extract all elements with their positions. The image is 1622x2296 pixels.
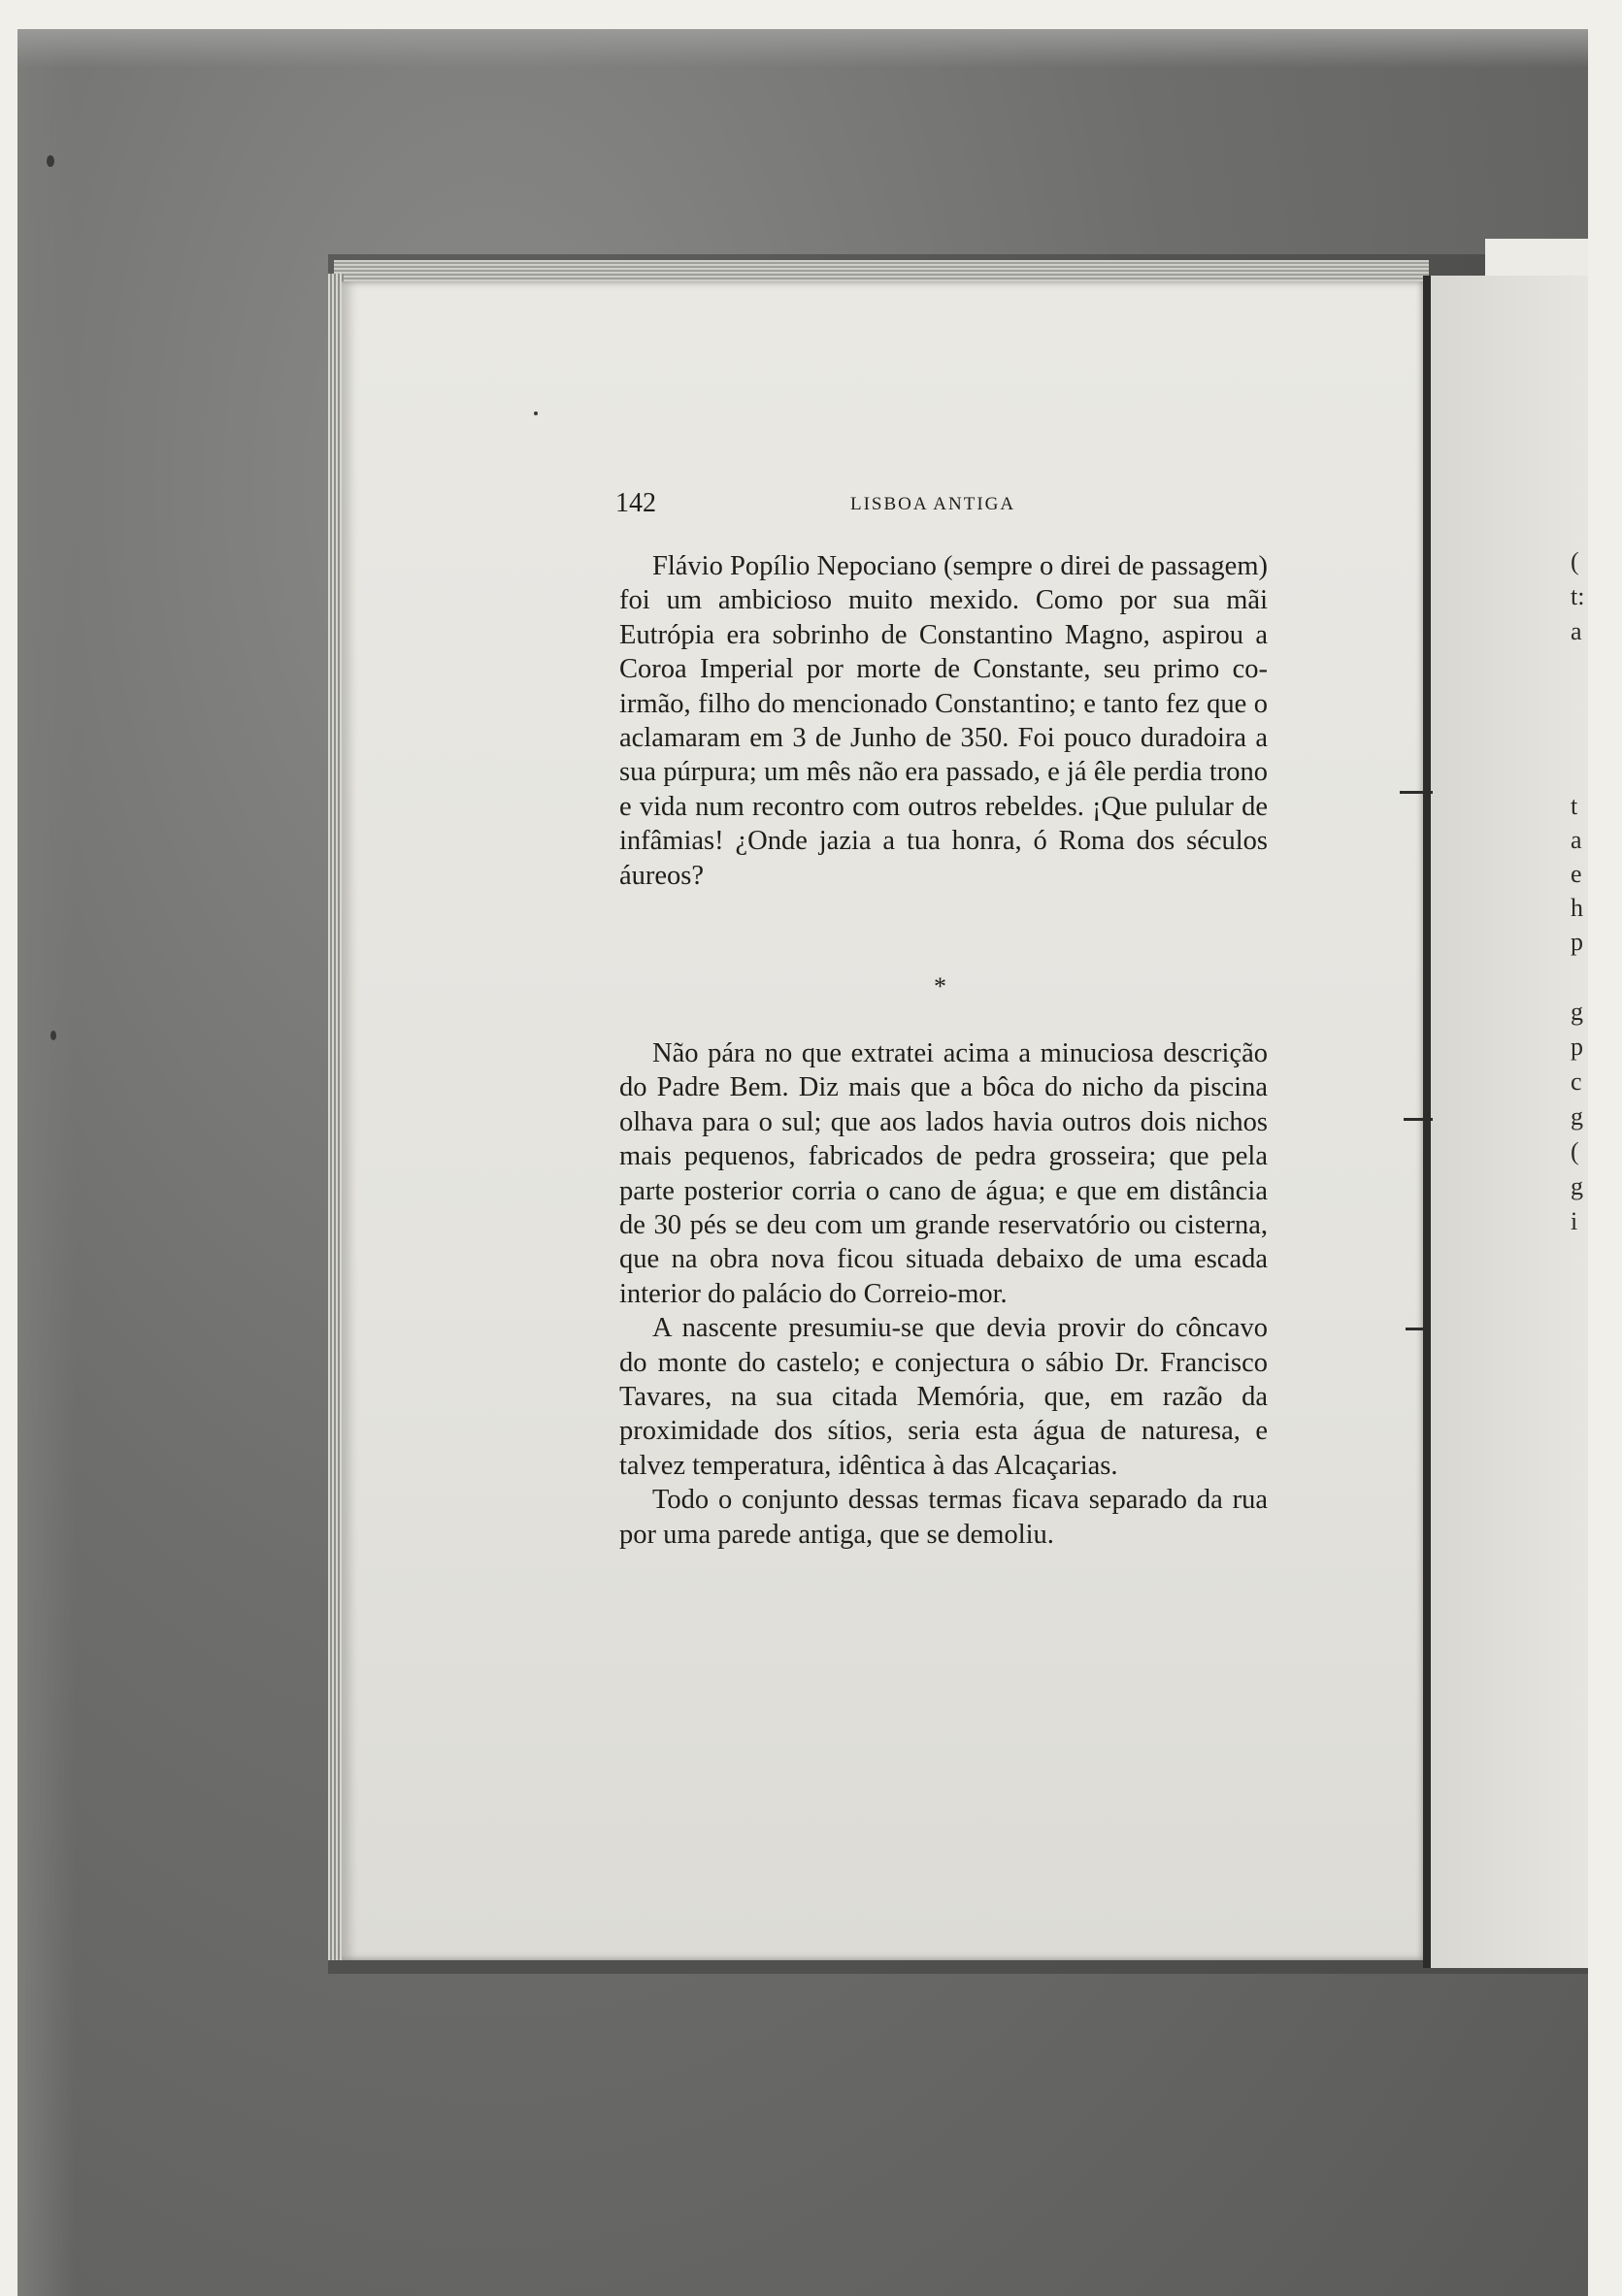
text-block-top <box>619 549 1268 893</box>
gutter-mark <box>1400 791 1433 794</box>
facing-page-letter: ( <box>1571 547 1579 575</box>
facing-page-letter: h <box>1571 894 1583 922</box>
facing-page-letter: a <box>1571 617 1582 645</box>
film-speck <box>50 1031 56 1040</box>
paragraph: Todo o conjunto dessas termas ficava separado da rua por uma parede antiga, que se demoliu. <box>619 1485 1268 1550</box>
facing-page-letter: p <box>1571 928 1583 956</box>
facing-page-letter: t <box>1571 792 1578 820</box>
paragraph: Não pára no que extratei acima a minuciosa descrição do Padre Bem. Diz mais que a bôca do nicho da piscina olhava para o sul; que aos lados havia outros dois nichos mais pequenos, fabricados de pedra grosseira; que pela parte posterior corria o cano de água; e que em distância de 30 pés se deu com um grande reservatório ou cisterna, que na obra nova ficou situada debaixo de uma escada interior do palácio do Correio-mor. <box>619 1038 1268 1309</box>
facing-page-letter: a <box>1571 826 1582 854</box>
text-block-bottom <box>619 1036 1268 1552</box>
film-speck <box>534 411 538 415</box>
facing-page-letter: t: <box>1571 582 1585 610</box>
facing-page <box>1431 276 1588 1968</box>
facing-page-letter: p <box>1571 1033 1583 1061</box>
facing-page-letter: i <box>1571 1207 1578 1235</box>
page-number: 142 <box>615 488 656 518</box>
facing-page-letter: e <box>1571 860 1582 888</box>
film-speck <box>47 155 54 167</box>
facing-page-letter: g <box>1571 1102 1583 1131</box>
section-separator: * <box>934 972 946 1000</box>
paragraph: A nascente presumiu-se que devia provir do côncavo do monte do castelo; e conjectura o sábio Dr. Francisco Tavares, na sua citada Memória, que, em razão da proximidade dos sítios, seria esta água de naturesa, e talvez temperatura, idêntica à das Alcaçarias. <box>619 1313 1268 1481</box>
paragraph: Flávio Popílio Nepociano (sempre o direi de passagem) foi um ambicioso muito mexido. Como por sua mãi Eutrópia era sobrinho de Constantino Magno, aspirou a Coroa Imperial por morte de Constante, seu primo co-irmão, filho do mencionado Constantino; e tanto fez que o aclamaram em 3 de Junho de 350. Foi pouco duradoira a sua púrpura; um mês não era passado, e já êle perdia trono e vida num recontro com outros rebeldes. ¡Que pulular de infâmias! ¿Onde jazia a tua honra, ó Roma dos séculos áureos? <box>619 551 1268 891</box>
gutter-mark <box>1404 1118 1433 1121</box>
facing-page-letter: g <box>1571 998 1583 1026</box>
book-title: LISBOA ANTIGA <box>850 494 1016 514</box>
facing-page-top-edge <box>1485 239 1588 276</box>
backdrop-top-strip <box>17 29 1588 68</box>
book-gutter <box>1423 276 1431 1968</box>
backdrop-left-edge <box>17 29 76 2296</box>
page-stack-top <box>334 260 1429 281</box>
gutter-mark <box>1406 1328 1431 1330</box>
facing-page-letter: g <box>1571 1172 1583 1200</box>
running-head <box>615 488 1353 527</box>
facing-page-letter: ( <box>1571 1137 1579 1165</box>
facing-page-letter: c <box>1571 1067 1582 1096</box>
